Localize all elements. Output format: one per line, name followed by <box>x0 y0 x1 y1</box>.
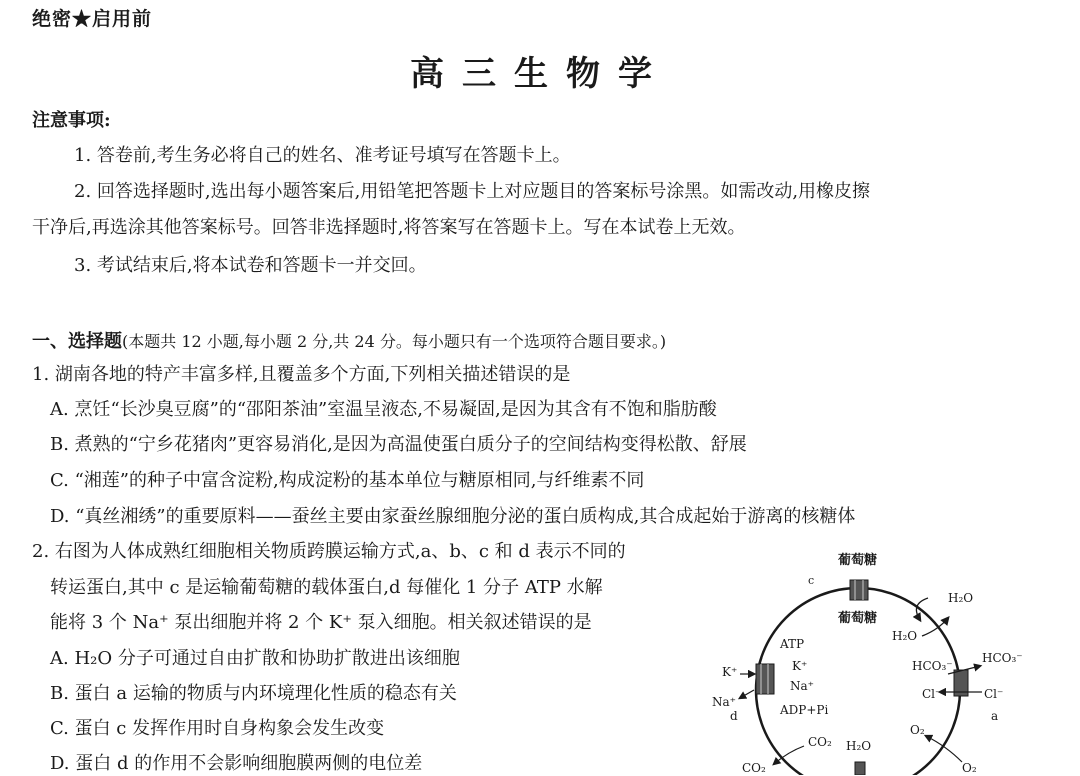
protein-b <box>855 762 865 775</box>
label-adp-pi: ADP+Pi <box>780 703 829 717</box>
notice-heading: 注意事项: <box>32 110 111 131</box>
notice-item-3: 3. 考试结束后,将本试卷和答题卡一并交回。 <box>74 255 427 276</box>
notice-item-1: 1. 答卷前,考生务必将自己的姓名、准考证号填写在答题卡上。 <box>74 145 571 166</box>
label-hco3-inside: HCO₃⁻ <box>912 659 953 673</box>
question-2-stem-line-1: 2. 右图为人体成熟红细胞相关物质跨膜运输方式,a、b、c 和 d 表示不同的 <box>32 541 626 562</box>
question-2-option-d: D. 蛋白 d 的作用不会影响细胞膜两侧的电位差 <box>50 753 423 774</box>
section-title: 一、选择题 <box>32 331 122 352</box>
protein-c <box>850 580 868 600</box>
label-cl-inside: Cl⁻ <box>922 687 942 701</box>
label-co2-outside: CO₂ <box>742 761 766 775</box>
confidential-stamp: 绝密★启用前 <box>32 8 153 30</box>
protein-d <box>756 664 774 694</box>
page-title: 高三生物学 <box>410 54 670 94</box>
notice-item-2-line-1: 2. 回答选择题时,选出每小题答案后,用铅笔把答题卡上对应题目的答案标号涂黑。如需改动,用橡皮擦 <box>74 181 871 202</box>
notice-item-2-line-2: 干净后,再选涂其他答案标号。回答非选择题时,将答案写在答题卡上。写在本试卷上无效。 <box>32 217 746 238</box>
question-1-stem: 1. 湖南各地的特产丰富多样,且覆盖多个方面,下列相关描述错误的是 <box>32 364 571 385</box>
section-note: (本题共 12 小题,每小题 2 分,共 24 分。每小题只有一个选项符合题目要求。) <box>122 332 667 351</box>
o2-in-arrow <box>926 736 962 762</box>
label-h2o-inside: H₂O <box>892 629 918 643</box>
question-1-option-b: B. 煮熟的“宁乡花猪肉”更容易消化,是因为高温使蛋白质分子的空间结构变得松散、舒展 <box>50 434 747 455</box>
label-h2o-bottom: H₂O <box>846 739 872 753</box>
question-1-option-d: D. “真丝湘绣”的重要原料——蚕丝主要由家蚕丝腺细胞分泌的蛋白质构成,其合成起始于游离的核糖体 <box>50 506 856 527</box>
label-glucose-inside: 葡萄糖 <box>838 611 878 626</box>
label-glucose-outside: 葡萄糖 <box>838 553 878 568</box>
question-2-stem-line-2: 转运蛋白,其中 c 是运输葡萄糖的载体蛋白,d 每催化 1 分子 ATP 水解 <box>50 577 603 598</box>
membrane-transport-diagram <box>700 540 1080 775</box>
question-2-option-a: A. H₂O 分子可通过自由扩散和协助扩散进出该细胞 <box>50 648 460 669</box>
label-o2-outside: O₂ <box>962 761 977 775</box>
label-k-outside: K⁺ <box>722 665 738 679</box>
question-2-option-b: B. 蛋白 a 运输的物质与内环境理化性质的稳态有关 <box>50 683 457 704</box>
label-a: a <box>991 709 999 723</box>
label-h2o-outside: H₂O <box>948 591 974 605</box>
label-c: c <box>808 574 815 587</box>
label-na-outside: Na⁺ <box>712 695 736 709</box>
section-heading <box>32 327 666 353</box>
label-hco3-outside: HCO₃⁻ <box>982 651 1023 665</box>
question-2-stem-line-3: 能将 3 个 Na⁺ 泵出细胞并将 2 个 K⁺ 泵入细胞。相关叙述错误的是 <box>50 612 592 633</box>
label-o2-inside: O₂ <box>910 723 925 737</box>
label-d: d <box>730 709 738 723</box>
label-k-inside: K⁺ <box>792 659 808 673</box>
label-na-inside: Na⁺ <box>790 679 814 693</box>
question-2-option-c: C. 蛋白 c 发挥作用时自身构象会发生改变 <box>50 718 385 739</box>
na-out-arrow <box>740 690 754 698</box>
label-cl-outside: Cl⁻ <box>984 687 1004 701</box>
question-1-option-c: C. “湘莲”的种子中富含淀粉,构成淀粉的基本单位与糖原相同,与纤维素不同 <box>50 470 645 491</box>
label-atp: ATP <box>780 637 805 651</box>
question-1-option-a: A. 烹饪“长沙臭豆腐”的“邵阳茶油”室温呈液态,不易凝固,是因为其含有不饱和脂肪酸 <box>50 399 717 420</box>
label-co2-inside: CO₂ <box>808 735 832 749</box>
